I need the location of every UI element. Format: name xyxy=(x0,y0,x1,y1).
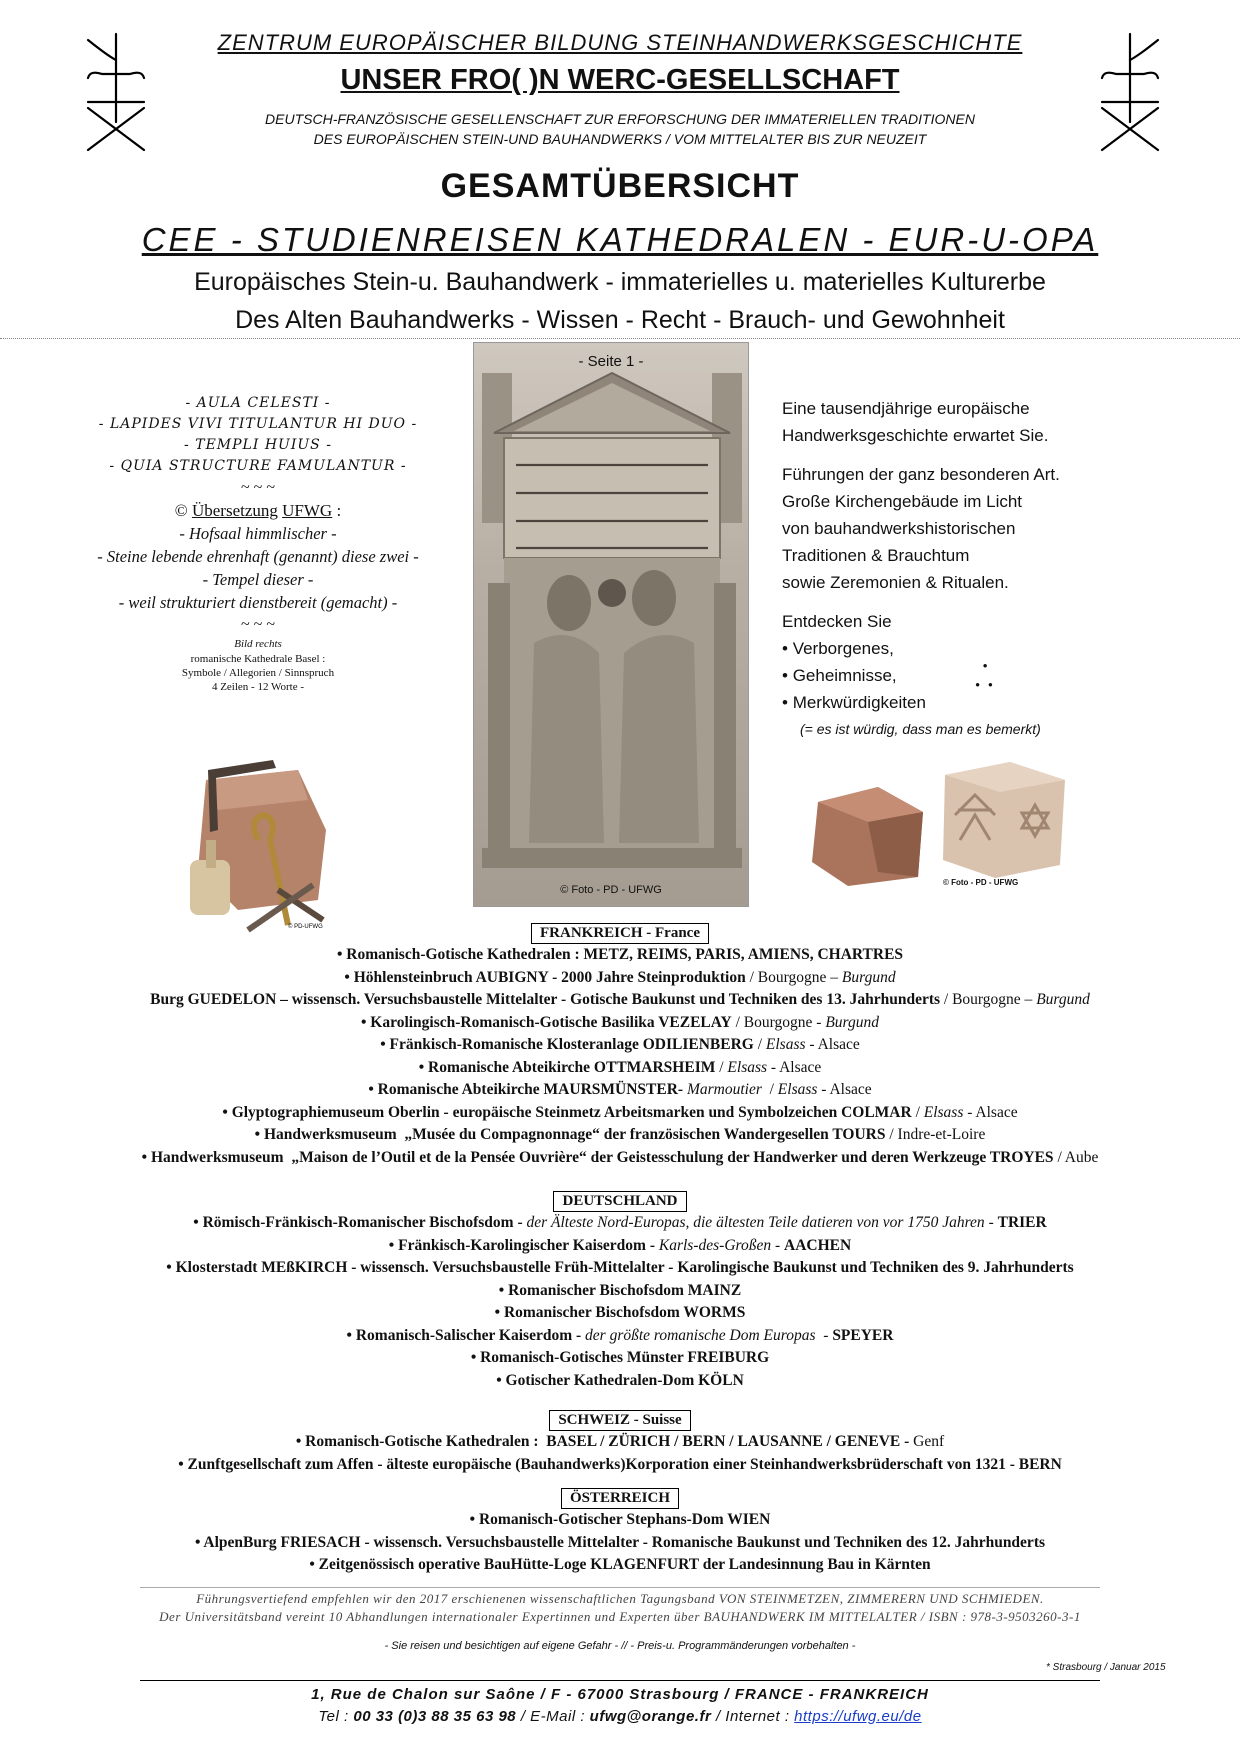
list-item: • Handwerksmuseum „Maison de l’Outil et de la Pensée Ouvrière“ der Geistesschulung der Handwerker und deren Werkzeuge TROYES / Aube xyxy=(141,1148,1099,1166)
rough-stone-image xyxy=(808,782,928,890)
list-item: • Geheimnisse, xyxy=(782,662,1162,689)
three-dots-icon: • • • xyxy=(975,659,994,694)
translation-line: - Tempel dieser - xyxy=(202,570,314,589)
latin-line: - TEMPLI HUIUS - xyxy=(184,437,332,453)
list-item: • Gotischer Kathedralen-Dom KÖLN xyxy=(496,1371,744,1389)
section-switzerland xyxy=(0,1410,1240,1476)
image-reference: Bild rechts xyxy=(234,638,282,650)
postal-address: 1, Rue de Chalon sur Saône / F - 67000 Strasbourg / FRANCE - FRANKREICH xyxy=(311,1686,929,1703)
footer-divider xyxy=(140,1680,1100,1681)
latin-line: - LAPIDES VIVI TITULANTUR HI DUO - xyxy=(98,416,418,432)
list-item: • Romanisch-Gotische Kathedralen : METZ, REIMS, PARIS, AMIENS, CHARTRES xyxy=(336,946,904,963)
list-item: • Fränkisch-Karolingischer Kaiserdom - Karls-des-Großen - AACHEN xyxy=(388,1236,852,1254)
intro-text-block xyxy=(782,395,1162,743)
list-item: • Glyptographiemuseum Oberlin - europäische Steinmetz Arbeitsmarken und Symbolzeichen COLMAR / Elsass - Alsace xyxy=(222,1103,1018,1121)
list-item: • Römisch-Fränkisch-Romanischer Bischofsdom - der Älteste Nord-Europas, die ältesten Teile datieren von vor 1750 Jahren - TRIER xyxy=(193,1214,1047,1231)
society-subtitle-1: DEUTSCH-FRANZÖSISCHE GESELLENSCHAFT ZUR ERFORSCHUNG DER IMMATERIELLEN TRADITIONEN xyxy=(265,111,975,127)
list-item: • Höhlensteinbruch AUBIGNY - 2000 Jahre Steinproduktion / Bourgogne – Burgund xyxy=(344,968,896,986)
tilde-separator: ~ ~ ~ xyxy=(241,479,275,496)
translation-line: - weil strukturiert dienstbereit (gemacht) - xyxy=(118,593,398,612)
stone-photo-credit: © Foto - PD - UFWG xyxy=(943,878,1019,887)
list-item: • AlpenBurg FRIESACH - wissensch. Versuchsbaustelle Mittelalter - Romanische Baukunst und Techniken des 12. Jahrhunderts xyxy=(194,1533,1046,1551)
list-item: • Klosterstadt MEßKIRCH - wissensch. Versuchsbaustelle Früh-Mittelalter - Karolingische Baukunst und Techniken des 9. Jahrhunderts xyxy=(166,1259,1074,1276)
list-item: • Zunftgesellschaft zum Affen - älteste europäische (Bauhandwerks)Korporation einer Steinhandwerksbrüderschaft von 1321 - BERN xyxy=(178,1455,1062,1473)
footer-note-2: Der Universitätsband vereint 10 Abhandlungen internationaler Expertinnen und Experten über BAUHANDWERK IM MITTELALTER / ISBN : 978-3-9503260-3-1 xyxy=(159,1609,1081,1624)
discover-heading: Entdecken Sie xyxy=(782,612,892,631)
translation-line: - Steine lebende ehrenhaft (genannt) diese zwei - xyxy=(97,547,419,566)
footer-note-1: Führungsvertiefend empfehlen wir den 2017 erschienenen wissenschaftlichen Tagungsband VON STEINMETZEN, ZIMMERERN UND SCHMIEDEN. xyxy=(196,1591,1044,1606)
relief-illustration xyxy=(474,343,750,908)
header-divider xyxy=(0,338,1240,339)
tours-paragraph: Führungen der ganz besonderen Art. Große Kirchengebäude im Licht von bauhandwerkshistorischen Traditionen & Brauchtum sowie Zeremonien & Ritualen. xyxy=(782,465,1060,592)
intro-paragraph: Eine tausendjährige europäische Handwerksgeschichte erwartet Sie. xyxy=(782,399,1049,445)
cathedral-relief-image xyxy=(473,342,749,907)
image-caption-line: romanische Kathedrale Basel : xyxy=(190,653,326,665)
section-heading: FRANKREICH - France xyxy=(531,923,709,944)
list-item: • Karolingisch-Romanisch-Gotische Basilika VEZELAY / Bourgogne - Burgund xyxy=(360,1013,879,1031)
carved-stone-image xyxy=(940,760,1068,880)
contact-line: Tel : 00 33 (0)3 88 35 63 98 / E-Mail : ufwg@orange.fr / Internet : https://ufwg.eu/de xyxy=(318,1708,922,1725)
tours-title: CEE - STUDIENREISEN KATHEDRALEN - EUR-U-OPA xyxy=(141,221,1099,258)
list-item: • Romanischer Bischofsdom MAINZ xyxy=(498,1281,742,1299)
photo-credit: © Foto - PD - UFWG xyxy=(560,884,662,896)
section-france xyxy=(0,923,1240,1169)
page-label: - Seite 1 - xyxy=(578,353,644,370)
list-item: • Zeitgenössisch operative BauHütte-Loge KLAGENFURT der Landesinnung Bau in Kärnten xyxy=(309,1556,931,1573)
section-austria xyxy=(0,1488,1240,1577)
section-heading: ÖSTERREICH xyxy=(561,1488,679,1509)
list-item: • Romanische Abteikirche OTTMARSHEIM / Elsass - Alsace xyxy=(418,1058,822,1076)
latin-line: - QUIA STRUCTURE FAMULANTUR - xyxy=(109,458,407,474)
image-caption-line: 4 Zeilen - 12 Worte - xyxy=(211,681,305,693)
list-item: • Romanischer Bischofsdom WORMS xyxy=(494,1304,746,1321)
list-item: • Fränkisch-Romanische Klosteranlage ODILIENBERG / Elsass - Alsace xyxy=(380,1036,860,1053)
list-item: • Romanisch-Salischer Kaiserdom - der größte romanische Dom Europas - SPEYER xyxy=(346,1326,894,1344)
list-item: • Merkwürdigkeiten xyxy=(782,689,1162,716)
section-heading: SCHWEIZ - Suisse xyxy=(549,1410,690,1431)
stonemason-tools-image xyxy=(178,740,333,940)
tilde-separator: ~ ~ ~ xyxy=(241,616,275,633)
section-heading: DEUTSCHLAND xyxy=(553,1191,686,1212)
list-item: • Handwerksmuseum „Musée du Compagnonnage“ der französischen Wandergesellen TOURS / Indre-et-Loire xyxy=(254,1126,986,1143)
disclaimer: - Sie reisen und besichtigen auf eigene Gefahr - // - Preis-u. Programmänderungen vorbehalten - xyxy=(384,1640,856,1652)
latin-line: - AULA CELESTI - xyxy=(185,395,331,411)
list-item: • Romanische Abteikirche MAURSMÜNSTER- Marmoutier / Elsass - Alsace xyxy=(368,1081,872,1098)
email-address[interactable]: ufwg@orange.fr xyxy=(589,1708,712,1725)
section-germany xyxy=(0,1191,1240,1392)
list-item: • Romanisch-Gotischer Stephans-Dom WIEN xyxy=(469,1511,771,1528)
list-item: Burg GUEDELON – wissensch. Versuchsbaustelle Mittelalter - Gotische Baukunst und Techniken des 13. Jahrhunderts / Bourgogne – Burgund xyxy=(150,991,1090,1008)
note-text: (= es ist würdig, dass man es bemerkt) xyxy=(800,721,1041,737)
phone-number: 00 33 (0)3 88 35 63 98 xyxy=(353,1708,517,1725)
date-stamp: * Strasbourg / Januar 2015 xyxy=(1046,1662,1166,1673)
footer-divider xyxy=(140,1587,1100,1588)
website-link[interactable]: https://ufwg.eu/de xyxy=(794,1708,922,1725)
latin-inscription-block xyxy=(58,393,458,694)
translation-line: - Hofsaal himmlischer - xyxy=(179,524,337,543)
society-subtitle-2: DES EUROPÄISCHEN STEIN-UND BAUHANDWERKS / VOM MITTELALTER BIS ZUR NEUZEIT xyxy=(313,131,927,147)
list-item: • Romanisch-Gotische Kathedralen : BASEL / ZÜRICH / BERN / LAUSANNE / GENEVE - Genf xyxy=(295,1433,945,1450)
list-item: • Verborgenes, xyxy=(782,635,1162,662)
organization-name: ZENTRUM EUROPÄISCHER BILDUNG STEINHANDWERKSGESCHICHTE xyxy=(217,30,1023,55)
list-item: • Romanisch-Gotisches Münster FREIBURG xyxy=(470,1349,770,1366)
discover-list xyxy=(782,635,1162,716)
image-caption-line: Symbole / Allegorien / Sinnspruch xyxy=(181,667,335,679)
society-name: UNSER FRO( )N WERC-GESELLSCHAFT xyxy=(340,64,900,96)
main-title: GESAMTÜBERSICHT xyxy=(440,167,800,205)
translation-heading: © Übersetzung UFWG : xyxy=(174,501,342,520)
heritage-line-2: Des Alten Bauhandwerks - Wissen - Recht - Brauch- und Gewohnheit xyxy=(235,306,1005,334)
heritage-line-1: Europäisches Stein-u. Bauhandwerk - immaterielles u. materielles Kulturerbe xyxy=(194,268,1046,296)
tools-credit: © PD-UFWG xyxy=(288,924,323,930)
